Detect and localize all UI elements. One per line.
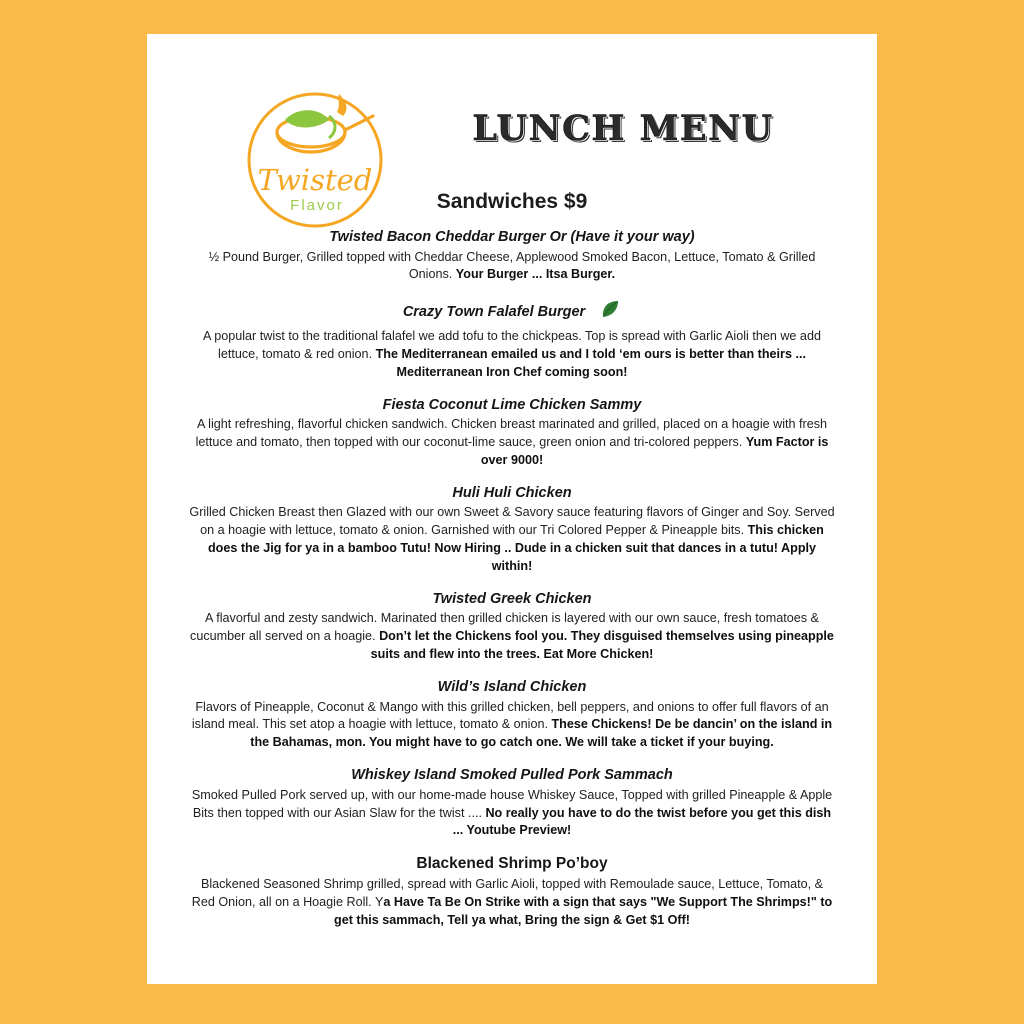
- menu-item-name-text: Crazy Town Falafel Burger: [402, 304, 586, 321]
- menu-item-description: [183, 699, 841, 753]
- logo-name-top: Twisted: [257, 163, 373, 197]
- twisted-flavor-logo: [241, 86, 389, 234]
- menu-item-description: [183, 876, 841, 930]
- section-heading-sandwiches: Sandwiches $9: [436, 190, 588, 213]
- menu-item: [183, 298, 841, 381]
- menu-item: [183, 396, 841, 470]
- menu-item-description: [183, 610, 841, 664]
- menu-item-description: [183, 249, 841, 285]
- menu-item-description: [183, 416, 841, 470]
- menu-item-desc-plain: Grilled Chicken Breast then Glazed with our own Sweet & Savory sauce featuring flavors of Ginger and Soy. Served on a hoagie with lettuce, tomato & onion. Garnished with our Tri Colored Pepper & Pineapple bits.: [189, 505, 835, 538]
- menu-item-desc-plain: ½ Pound Burger, Grilled topped with Cheddar Cheese, Applewood Smoked Bacon, Lettuce, Tomato & Grilled Onions.: [208, 249, 816, 282]
- logo-name-bottom: Flavor: [290, 197, 344, 214]
- menu-item-desc-plain: A flavorful and zesty sandwich. Marinated then grilled chicken is layered with our own sauce, fresh tomatoes & cucumber all served on a hoagie.: [190, 611, 819, 644]
- menu-item: [183, 854, 841, 930]
- menu-item-name: Twisted Bacon Cheddar Burger Or (Have it your way): [329, 229, 695, 245]
- leaf-icon: [599, 298, 621, 327]
- menu-item-name: Blackened Shrimp Po’boy: [416, 855, 608, 873]
- menu-item-desc-plain: A light refreshing, flavorful chicken sandwich. Chicken breast marinated and grilled, placed on a hoagie with fresh lettuce and tomato, then topped with our coconut-lime sauce, green onion and tri-colored peppers.: [195, 417, 828, 449]
- menu-item-desc-plain: Blackened Seasoned Shrimp grilled, spread with Garlic Aioli, topped with Remoulade sauce, Lettuce, Tomato, & Red Onion, all on a Hoagie Roll. Y: [191, 877, 824, 910]
- menu-item-description: [183, 504, 841, 576]
- menu-item-desc-bold: Don’t let the Chickens fool you. They disguised themselves using pineapple suits and flew into the trees. Eat More Chicken!: [370, 629, 834, 662]
- menu-item-desc-bold: These Chickens! De be dancin’ on the island in the Bahamas, mon. You might have to go catch one. We will take a ticket if your buying.: [250, 717, 833, 750]
- menu-item-desc-bold: Your Burger ... Itsa Burger.: [455, 267, 616, 282]
- menu-item-name: Huli Huli Chicken: [452, 484, 572, 501]
- menu-item-description: [183, 787, 841, 841]
- menu-item-desc-plain: Smoked Pulled Pork served up, with our home-made house Whiskey Sauce, Topped with grilled Pineapple & Apple Bits then topped with our Asian Slaw for the twist ....: [191, 787, 833, 820]
- menu-item-desc-bold: a Have Ta Be On Strike with a sign that says "We Support The Shrimps!" to get this sammach, Tell ya what, Bring the sign & Get $1 Off!: [334, 895, 833, 927]
- menu-item-desc-bold: This chicken does the Jig for ya in a bamboo Tutu! Now Hiring .. Dude in a chicken suit that dances in a tutu! Apply within!: [207, 523, 824, 573]
- menu-item-name: Whiskey Island Smoked Pulled Pork Sammach: [351, 767, 673, 784]
- menu-item: [183, 484, 841, 576]
- menu-item-desc-bold: The Mediterranean emailed us and I told ‘em ours is better than theirs ... Mediterranean Iron Chef coming soon!: [375, 346, 806, 379]
- menu-item-desc-plain: A popular twist to the traditional falafel we add tofu to the chickpeas. Top is spread with Garlic Aioli then we add lettuce, tomato & red onion.: [203, 328, 821, 361]
- menu-item: [183, 590, 841, 664]
- menu-item-name: Fiesta Coconut Lime Chicken Sammy: [382, 396, 642, 413]
- menu-item-desc-bold: No really you have to do the twist before you get this dish ... Youtube Preview!: [452, 805, 832, 838]
- menu-item: [183, 228, 841, 284]
- menu-item: [183, 678, 841, 752]
- menu-item-desc-bold: Yum Factor is over 9000!: [480, 434, 829, 467]
- menu-item-desc-plain: Flavors of Pineapple, Coconut & Mango with this grilled chicken, bell peppers, and onions to offer full flavors of an island meal. This set atop a hoagie with lettuce, tomato & onion.: [191, 699, 829, 732]
- menu-item-description: [183, 328, 841, 382]
- menu-page: [147, 34, 877, 984]
- menu-item-name: Wild’s Island Chicken: [437, 678, 587, 695]
- menu-item: [183, 766, 841, 840]
- menu-item-name: Twisted Greek Chicken: [432, 590, 592, 607]
- menu-item-name: [183, 298, 841, 327]
- page-title: LUNCH MENU: [472, 108, 774, 149]
